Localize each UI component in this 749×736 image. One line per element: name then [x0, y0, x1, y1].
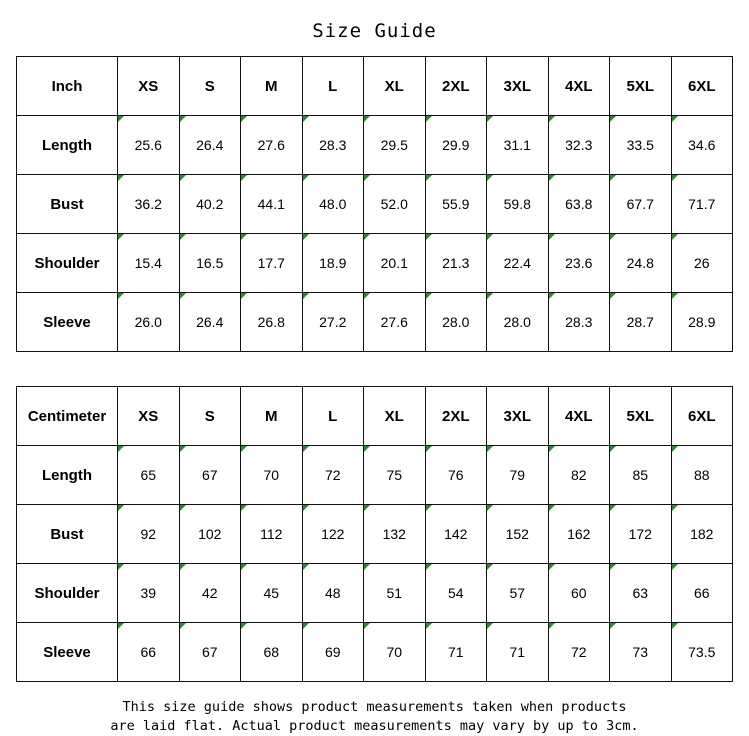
table-cell: 22.4: [487, 234, 549, 293]
column-header: 5XL: [610, 57, 672, 116]
row-label: Length: [17, 446, 118, 505]
table-cell: 39: [118, 564, 180, 623]
table-cell: 36.2: [118, 175, 180, 234]
table-row: [17, 116, 733, 175]
table-cell: 70: [241, 446, 303, 505]
table-cell: 71.7: [671, 175, 733, 234]
table-cell: 28.3: [548, 293, 610, 352]
table-cell: 60: [548, 564, 610, 623]
table-header-row: [17, 387, 733, 446]
table-cell: 18.9: [302, 234, 364, 293]
column-header: XL: [364, 57, 426, 116]
column-header: 2XL: [425, 387, 487, 446]
footnote: [0, 698, 749, 736]
row-label: Sleeve: [17, 293, 118, 352]
table-row: [17, 293, 733, 352]
table-cell: 66: [671, 564, 733, 623]
table-cell: 28.0: [487, 293, 549, 352]
page-title: Size Guide: [312, 20, 437, 42]
table-cell: 31.1: [487, 116, 549, 175]
table-cell: 182: [671, 505, 733, 564]
table-row: [17, 505, 733, 564]
column-header: M: [241, 57, 303, 116]
table-cell: 27.6: [364, 293, 426, 352]
table-cell: 67: [179, 446, 241, 505]
table-cell: 34.6: [671, 116, 733, 175]
row-label: Bust: [17, 175, 118, 234]
column-header: 3XL: [487, 57, 549, 116]
column-header: 6XL: [671, 57, 733, 116]
table-cell: 142: [425, 505, 487, 564]
table-cell: 72: [548, 623, 610, 682]
row-label: Sleeve: [17, 623, 118, 682]
table-cell: 76: [425, 446, 487, 505]
table-cell: 48: [302, 564, 364, 623]
column-header: 3XL: [487, 387, 549, 446]
table-cell: 21.3: [425, 234, 487, 293]
table-cell: 102: [179, 505, 241, 564]
table-cell: 55.9: [425, 175, 487, 234]
unit-label-centimeter: Centimeter: [17, 387, 118, 446]
table-row: [17, 446, 733, 505]
table-cell: 29.9: [425, 116, 487, 175]
footnote-line-1: This size guide shows product measurements taken when products: [122, 699, 627, 715]
table-cell: 26.4: [179, 293, 241, 352]
table-gap-divider: [0, 352, 749, 386]
row-label: Bust: [17, 505, 118, 564]
column-header: S: [179, 57, 241, 116]
row-label: Shoulder: [17, 234, 118, 293]
table-cell: 17.7: [241, 234, 303, 293]
table-cell: 26.8: [241, 293, 303, 352]
column-header: L: [302, 387, 364, 446]
table-cell: 66: [118, 623, 180, 682]
table-cell: 82: [548, 446, 610, 505]
table-cell: 28.3: [302, 116, 364, 175]
unit-label-inch: Inch: [17, 57, 118, 116]
table-cell: 45: [241, 564, 303, 623]
column-header: S: [179, 387, 241, 446]
table-cell: 29.5: [364, 116, 426, 175]
table-cell: 57: [487, 564, 549, 623]
table-cell: 65: [118, 446, 180, 505]
table-cell: 70: [364, 623, 426, 682]
table-cell: 26.0: [118, 293, 180, 352]
size-table-inch: [16, 56, 733, 352]
table-cell: 71: [487, 623, 549, 682]
table-cell: 48.0: [302, 175, 364, 234]
table-cell: 20.1: [364, 234, 426, 293]
table-cell: 32.3: [548, 116, 610, 175]
table-cell: 26: [671, 234, 733, 293]
column-header: XL: [364, 387, 426, 446]
table-cell: 40.2: [179, 175, 241, 234]
table-cell: 162: [548, 505, 610, 564]
table-cell: 63.8: [548, 175, 610, 234]
table-cell: 73.5: [671, 623, 733, 682]
table-cell: 122: [302, 505, 364, 564]
table-row: [17, 175, 733, 234]
size-table-centimeter: [16, 386, 733, 682]
table-cell: 75: [364, 446, 426, 505]
table-cell: 85: [610, 446, 672, 505]
column-header: XS: [118, 387, 180, 446]
column-header: M: [241, 387, 303, 446]
row-label: Shoulder: [17, 564, 118, 623]
table-cell: 73: [610, 623, 672, 682]
footnote-line-2: are laid flat. Actual product measurements may vary by up to 3cm.: [110, 718, 639, 734]
table-cell: 72: [302, 446, 364, 505]
table-cell: 69: [302, 623, 364, 682]
column-header: L: [302, 57, 364, 116]
table-row: [17, 234, 733, 293]
table-header-row: [17, 57, 733, 116]
table-cell: 59.8: [487, 175, 549, 234]
table-cell: 68: [241, 623, 303, 682]
table-cell: 79: [487, 446, 549, 505]
table-cell: 23.6: [548, 234, 610, 293]
table-cell: 112: [241, 505, 303, 564]
table-cell: 172: [610, 505, 672, 564]
table-cell: 28.9: [671, 293, 733, 352]
table-cell: 42: [179, 564, 241, 623]
table-cell: 15.4: [118, 234, 180, 293]
table-cell: 88: [671, 446, 733, 505]
table-cell: 27.2: [302, 293, 364, 352]
table-cell: 28.0: [425, 293, 487, 352]
table-cell: 28.7: [610, 293, 672, 352]
column-header: 6XL: [671, 387, 733, 446]
table-cell: 51: [364, 564, 426, 623]
column-header: 2XL: [425, 57, 487, 116]
table-row: [17, 564, 733, 623]
column-header: 5XL: [610, 387, 672, 446]
row-label: Length: [17, 116, 118, 175]
table-cell: 152: [487, 505, 549, 564]
table-cell: 63: [610, 564, 672, 623]
table-cell: 54: [425, 564, 487, 623]
table-cell: 33.5: [610, 116, 672, 175]
table-cell: 25.6: [118, 116, 180, 175]
table-cell: 132: [364, 505, 426, 564]
table-cell: 92: [118, 505, 180, 564]
table-cell: 71: [425, 623, 487, 682]
table-cell: 27.6: [241, 116, 303, 175]
table-cell: 44.1: [241, 175, 303, 234]
table-cell: 67.7: [610, 175, 672, 234]
table-cell: 52.0: [364, 175, 426, 234]
column-header: 4XL: [548, 57, 610, 116]
table-cell: 67: [179, 623, 241, 682]
table-cell: 26.4: [179, 116, 241, 175]
column-header: XS: [118, 57, 180, 116]
column-header: 4XL: [548, 387, 610, 446]
table-row: [17, 623, 733, 682]
table-cell: 24.8: [610, 234, 672, 293]
table-cell: 16.5: [179, 234, 241, 293]
